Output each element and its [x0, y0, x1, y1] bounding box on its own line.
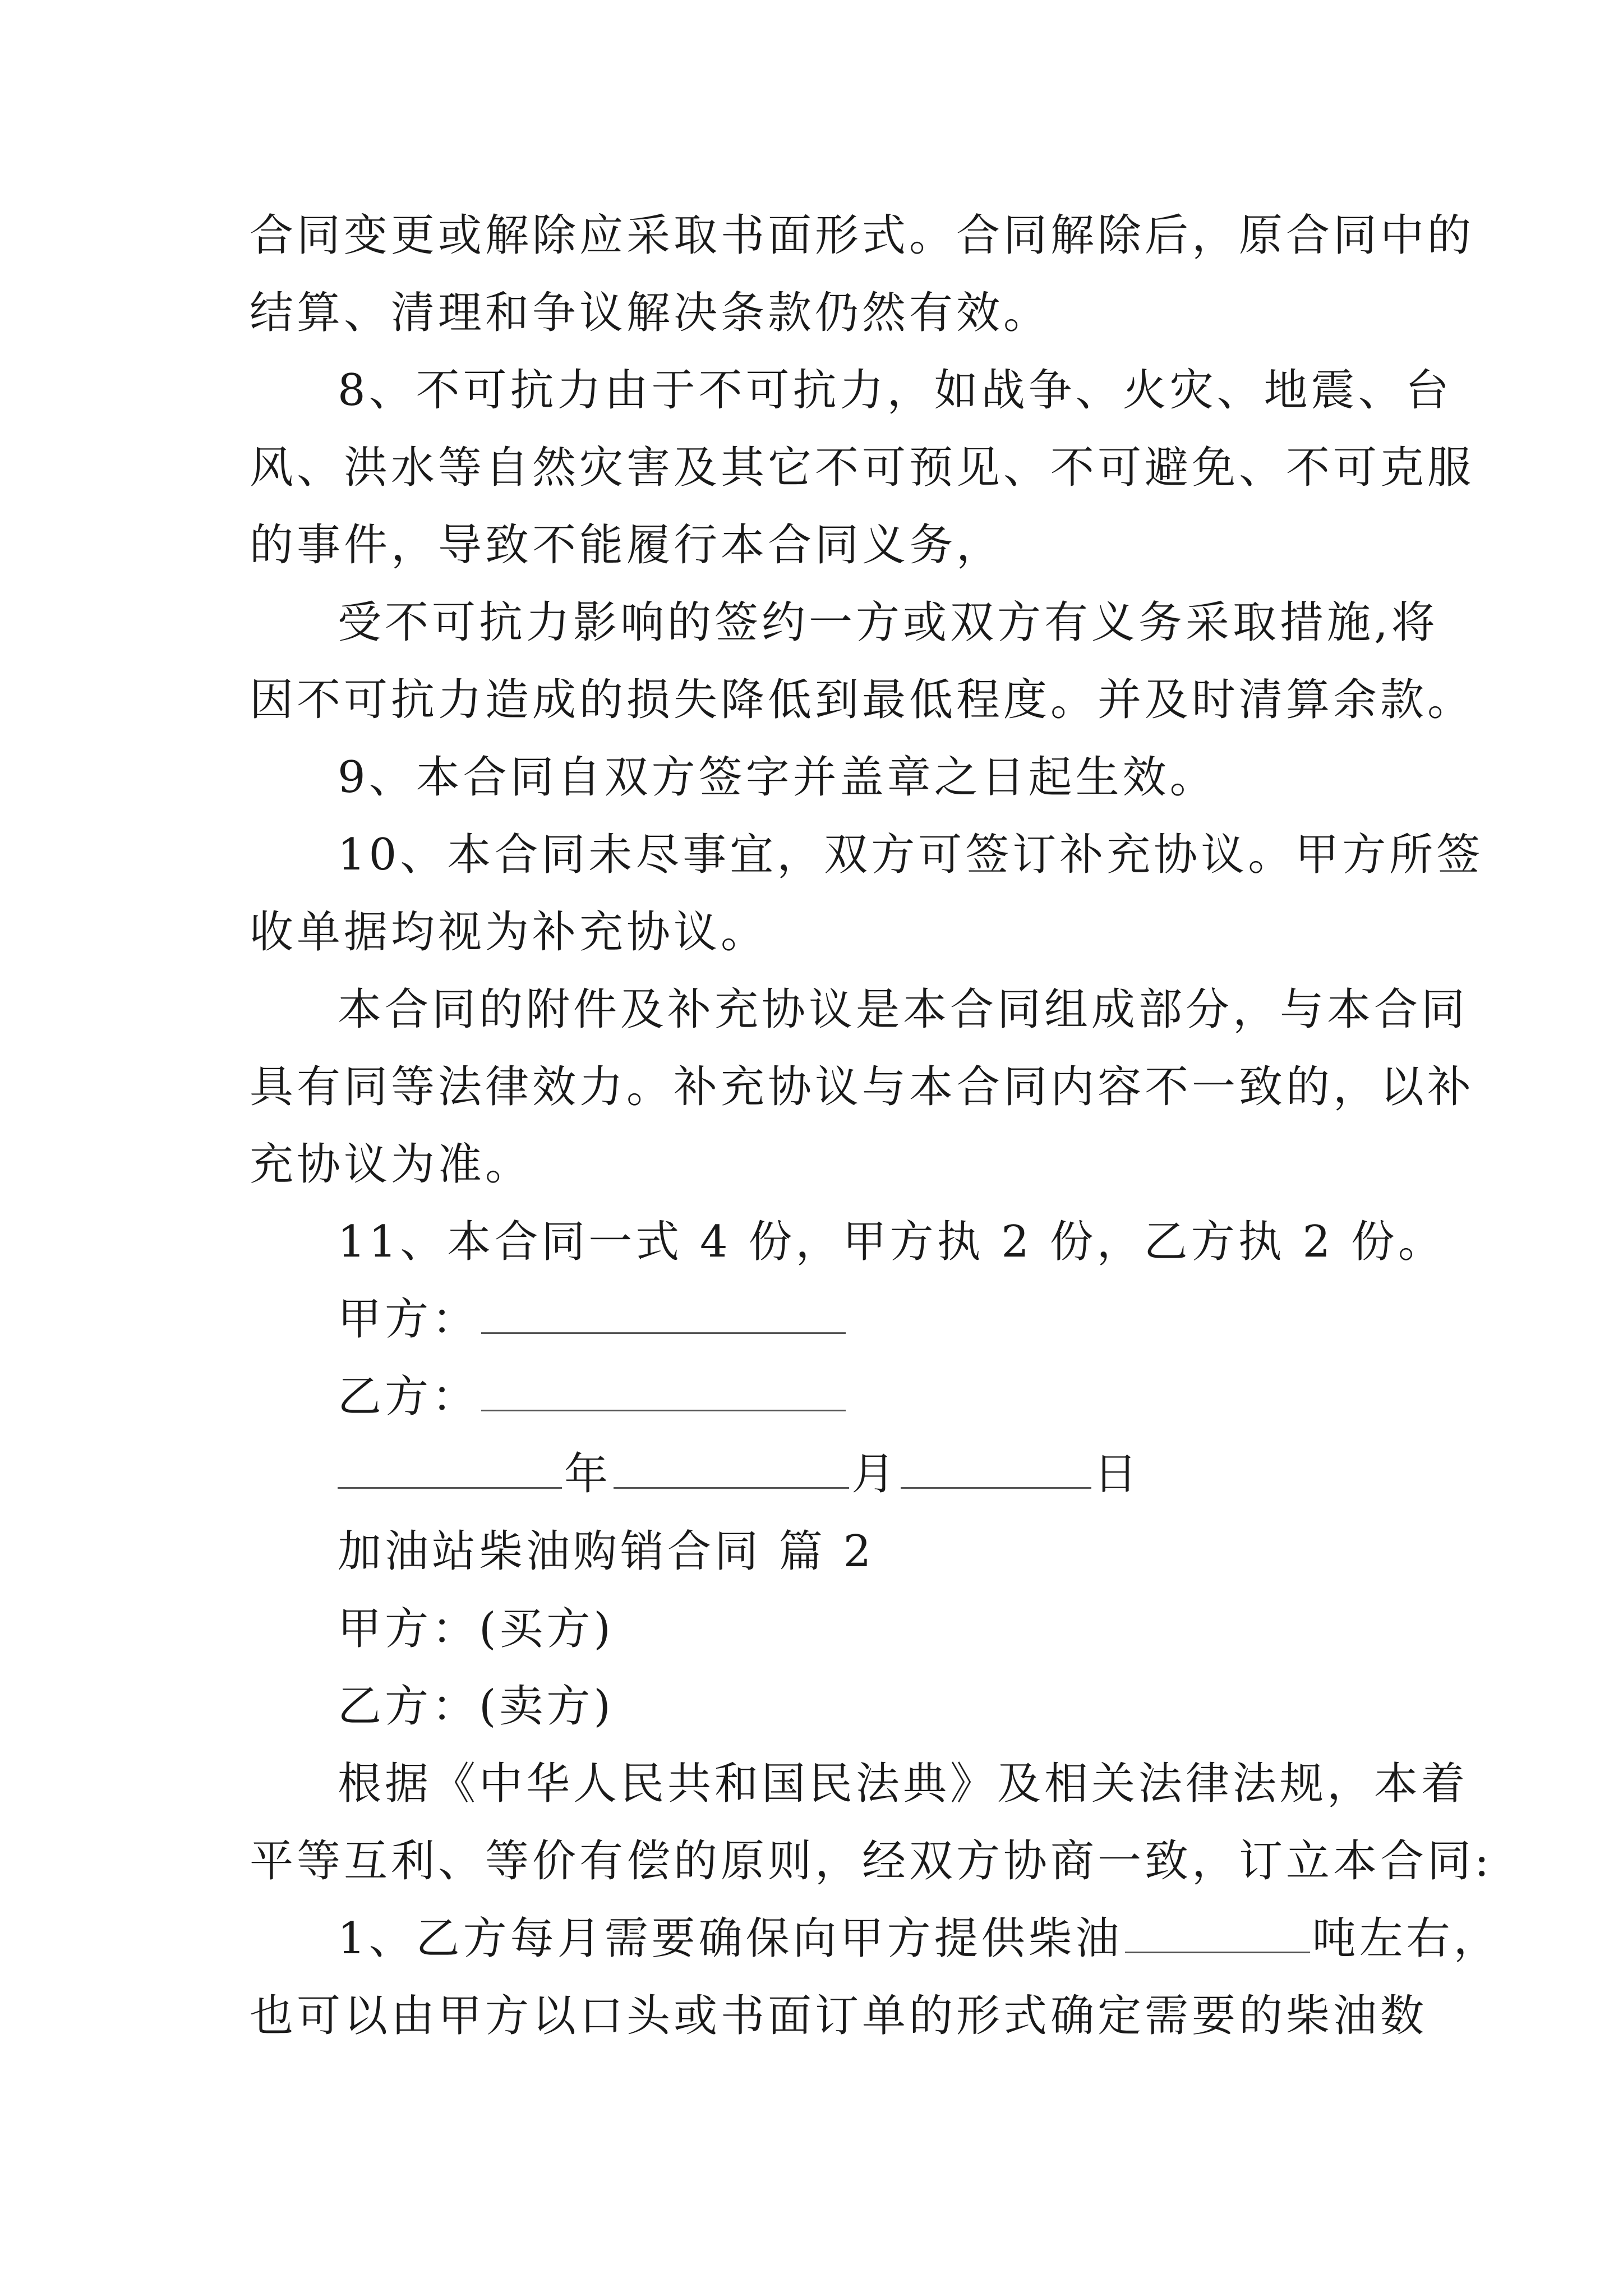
text-line: 受不可抗力影响的签约一方或双方有义务采取措施,将: [338, 597, 1438, 648]
text-line: 也可以由甲方以口头或书面订单的形式确定需要的柴油数: [250, 1991, 1428, 2041]
text-line: 因不可抗力造成的损失降低到最低程度。并及时清算余款。: [250, 675, 1475, 725]
text-line: 收单据均视为补充协议。: [250, 907, 768, 958]
party-a-blank: [481, 1296, 846, 1334]
party-b-label: 乙方：: [338, 1372, 479, 1422]
clause-1-start: 1、乙方每月需要确保向甲方提供柴油: [338, 1913, 1123, 1964]
section-title: 加油站柴油购销合同 篇 2: [338, 1526, 875, 1577]
text-line: 合同变更或解除应采取书面形式。合同解除后，原合同中的: [250, 210, 1475, 261]
buyer-line: 甲方：(买方): [338, 1604, 614, 1654]
party-a-signature-line: [338, 1292, 848, 1346]
month-label: 月: [851, 1449, 899, 1499]
month-blank: [614, 1451, 849, 1489]
seller-line: 乙方：(卖方): [338, 1681, 614, 1732]
party-b-blank: [481, 1374, 846, 1411]
text-line: 具有同等法律效力。补充协议与本合同内容不一致的，以补: [250, 1062, 1475, 1112]
party-a-label: 甲方：: [338, 1294, 479, 1345]
clause-1-end: 吨左右，: [1312, 1913, 1501, 1964]
text-line: 风、洪水等自然灾害及其它不可预见、不可避免、不可克服: [250, 443, 1475, 493]
text-line: 本合同的附件及补充协议是本合同组成部分，与本合同: [338, 984, 1469, 1035]
text-line: 9、本合同自双方签字并盖章之日起生效。: [338, 752, 1217, 803]
text-line: 8、不可抗力由于不可抗力，如战争、火灾、地震、台: [338, 365, 1453, 416]
preamble-line-1: 根据《中华人民共和国民法典》及相关法律法规，本着: [338, 1759, 1469, 1809]
text-line: 结算、清理和争议解决条款仍然有效。: [250, 288, 1051, 338]
year-blank: [338, 1451, 562, 1489]
day-label: 日: [1094, 1449, 1141, 1499]
text-line: 11、本合同一式 4 份，甲方执 2 份，乙方执 2 份。: [338, 1217, 1445, 1267]
day-blank: [901, 1451, 1091, 1489]
quantity-blank: [1125, 1916, 1310, 1953]
preamble-line-2: 平等互利、等价有偿的原则，经双方协商一致，订立本合同:: [250, 1836, 1493, 1887]
text-line: 充协议为准。: [250, 1139, 533, 1190]
date-line: [338, 1447, 1141, 1501]
year-label: 年: [564, 1449, 612, 1499]
party-b-signature-line: [338, 1370, 848, 1424]
clause-1-line: [338, 1912, 1501, 1966]
text-line: 10、本合同未尽事宜，双方可签订补充协议。甲方所签: [338, 830, 1484, 880]
text-line: 的事件，导致不能履行本合同义务，: [250, 520, 1004, 570]
